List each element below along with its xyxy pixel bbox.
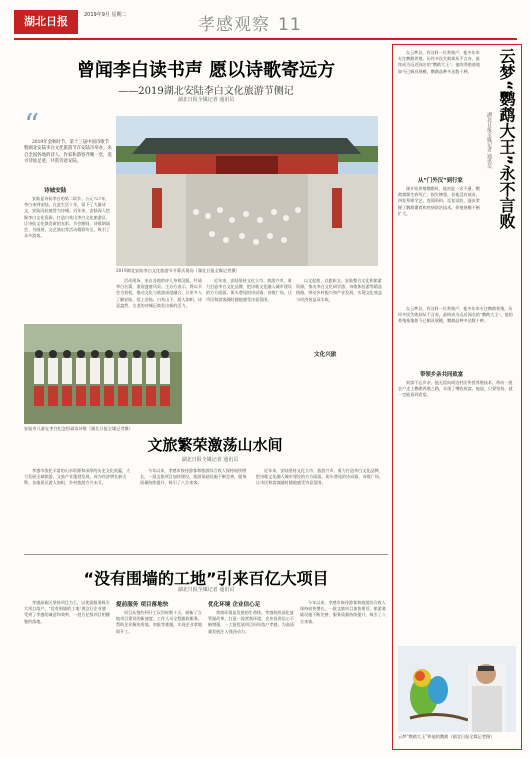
side-subhead-2: 带领乡亲共同致富	[420, 372, 464, 378]
section-title	[198, 10, 302, 35]
article-3-title: “没有围墙的工地”引来百亿大项目	[83, 569, 329, 588]
main-article-col-b: 活动现场，来自各地的诗人身着汉服，吟诵李白名篇，重现盛唐风采。主办方表示，将以节会为契机，推动文化与旅游深度融合，让更多人了解安陆、爱上安陆。白兆山下，游人如织，诗意盎然，古老的诗城正焕发出新的活力。	[116, 278, 202, 308]
article-3-col-c: 营商环境是发展的生命线。孝感持续深化放管服改革，打造一流营商环境，企业投资信心不断增强，一大批优质项目纷纷落户孝感，为高质量发展注入强劲动力。	[208, 610, 294, 634]
main-article-subtitle: ——2019湖北安陆李白文化旅游节侧记	[118, 86, 294, 97]
side-article-col-b: 刚开始养殖鹦鹉时，他对此一窍不通，鹦鹉频频生病死亡，损失惨重。但他没有放弃，四处拜师学艺，查阅资料，反复试验，逐步掌握了鹦鹉繁育和疾病防治技术，养殖规模不断扩大。	[398, 186, 480, 216]
children-photo-caption: 安陆市儿童在李白纪念馆诵读诗歌（湖北日报全媒记者摄）	[24, 426, 133, 431]
main-article-col-d: 以文促旅、以旅彰文。安陆整合文化和旅游资源，推出李白文化研学游、诗歌体验游等精品线路，带动乡村振兴和产业发展，实现文化效益与经济效益双丰收。	[296, 278, 382, 302]
side-article-col-c: 致富不忘乡亲。他无偿向周边村民传授养殖技术，带动一批农户走上鹦鹉养殖之路，实现了增收致富。他说，只要坚持，就一定能看到希望。	[398, 380, 513, 398]
quote-mark-icon: “	[24, 108, 40, 143]
article-2-col-b: 今年以来，孝感市接待游客和旅游综合收入保持较快增长，一批文旅项目加快建设，旅游基础设施不断完善，服务质量持续提升，吸引了八方来客。	[140, 468, 247, 486]
article-2-col-c: 近年来，安陆坚持文化立市、旅游兴市，着力打造李白文化品牌，把诗歌文化融入城市建设的方方面面。街头巷尾的诗词墙、诗歌广场，让市民和游客随时随地感受诗意氛围。	[256, 468, 383, 486]
side-article-title: 云梦“鹦鹉大王”永不言败	[497, 48, 516, 230]
section-name: 孝感观察	[198, 15, 270, 35]
article-2-col-a: 孝感市依托丰富的山水资源和深厚的历史文化底蕴，大力发展全域旅游，文旅产业蓬勃发展，成为经济增长新引擎。各地景区游人如织，乡村旅游方兴未艾。	[24, 468, 131, 486]
article-3-col-d: 今年以来，孝感市接待游客和旅游综合收入保持较快增长，一批文旅项目加快建设，旅游基础设施不断完善，服务质量持续提升，吸引了八方来客。	[300, 600, 386, 624]
side-article-col-a: 在云梦县，有这样一位养殖户，他多年来专注鹦鹉养殖，历经多次失败却从不言弃，最终成为远近闻名的“鹦鹉大王”。他的养殖基地如今已颇具规模，鹦鹉品种多达数十种。	[398, 50, 480, 74]
newspaper-logo: 湖北日报	[14, 10, 78, 34]
article-3-credit: 湖北日报全媒记者 通讯员	[177, 587, 235, 593]
children-photo	[24, 324, 182, 424]
parrot-photo-caption: 云梦“鹦鹉大王”和他的鹦鹉（湖北日报全媒记者摄）	[398, 734, 495, 739]
ceremony-photo	[116, 116, 378, 266]
main-article-col-a: 安陆是诗仙李白的第二故乡。公元727年，李白来到安陆，在此生活十年，留下了大量诗文，安陆因此被誉为诗城。近年来，安陆深入挖掘李白文化资源，打造白兆山李白文化旅游区，让诗仙文化焕发新的光彩。节会期间，诗歌朗诵会、书画展、文艺演出等活动精彩纷呈，吸引了众多游客。	[24, 196, 110, 239]
ceremony-photo-caption: 2019湖北安陆李白文化旅游节开幕式现场（湖北日报全媒记者摄）	[116, 268, 240, 273]
dateline: 2019年9月 星期二	[84, 12, 127, 18]
main-article-col-c: 近年来，安陆坚持文化立市、旅游兴市，着力打造李白文化品牌，把诗歌文化融入城市建设的方方面面。街头巷尾的诗词墙、诗歌广场，让市民和游客随时随地感受诗意氛围。	[206, 278, 292, 302]
side-subhead-1: 从“门外汉”到行家	[418, 178, 463, 184]
main-subhead-2: 文化兴旅	[314, 352, 337, 358]
article-3-subhead-1: 提前服务 项目落地快	[116, 602, 169, 608]
section-divider	[24, 554, 388, 555]
article-3-col-a: 孝感高新区坚持项目为王，以优质服务吸引大项目落户。“没有围墙的工地”理念让企业感受到了孝感的诚意和效率，一批百亿级项目相继签约落地。	[24, 600, 110, 624]
article-2-title: 文旅繁荣激荡山水间	[147, 436, 283, 454]
main-subhead-1: 诗城安陆	[44, 188, 67, 194]
masthead-rule	[14, 38, 517, 40]
masthead	[14, 8, 517, 38]
side-article-col-b2: 在云梦县，有这样一位养殖户，他多年来专注鹦鹉养殖，历经多次失败却从不言弃，最终成为远近闻名的“鹦鹉大王”。他的养殖基地如今已颇具规模，鹦鹉品种多达数十种。	[398, 306, 513, 324]
article-3-col-b: 项目从签约到开工仅用时数十天，刷新了当地项目建设的新速度。工作人员全程跟踪服务，帮助企业解决用地、审批等难题，实现企业拿地即开工。	[116, 610, 202, 634]
main-article-lede: 2019年金秋时节，第十三届中国诗歌节暨湖北安陆李白文化旅游节在安陆市举办。来自全国各地的诗人、作家和游客齐聚一堂，追寻诗仙足迹，共赏诗意安陆。	[24, 140, 112, 165]
article-2-credit: 湖北日报全媒记者 通讯员	[181, 457, 239, 463]
main-article-title: 曾闻李白读书声 愿以诗歌寄远方	[76, 60, 336, 81]
side-article-credit: 湖北日报全媒记者 通讯员	[486, 112, 492, 169]
main-article-credit: 湖北日报全媒记者 通讯员	[177, 97, 235, 103]
page-number: 11	[278, 15, 302, 35]
article-3-subhead-2: 优化环境 企业信心足	[208, 602, 261, 608]
parrot-photo	[398, 646, 516, 732]
